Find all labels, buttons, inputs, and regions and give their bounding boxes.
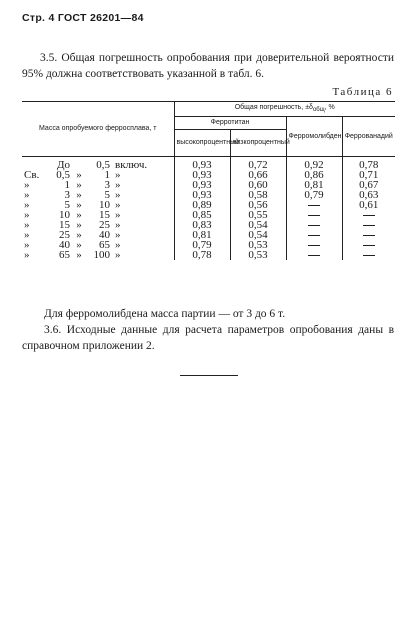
header-mass: Масса опробуемого ферросплава, т <box>22 102 174 157</box>
dash-mark <box>308 235 320 236</box>
mass-to: 100 <box>93 249 110 261</box>
mass-range-cell <box>22 170 174 180</box>
mass-to: 10 <box>99 199 110 211</box>
value-cell: 0,67 <box>342 180 395 190</box>
value-cell: 0,63 <box>342 190 395 200</box>
dash-mark <box>363 235 375 236</box>
mass-range-cell <box>22 190 174 200</box>
mass-suffix: » <box>115 249 121 261</box>
value-cell: 0,72 <box>230 157 286 171</box>
dash-mark <box>363 245 375 246</box>
mass-prefix: » <box>24 229 30 241</box>
value-cell: 0,83 <box>174 220 230 230</box>
mass-prefix: » <box>24 179 30 191</box>
value-cell <box>286 200 342 210</box>
table-row <box>22 157 395 171</box>
mass-from: До <box>56 159 70 171</box>
mass-range-cell <box>22 157 174 171</box>
value-cell: 0,79 <box>286 190 342 200</box>
mass-ditto: » <box>76 189 82 201</box>
mass-from: 1 <box>64 179 70 191</box>
mass-to: 40 <box>99 229 110 241</box>
value-cell: 0,78 <box>174 250 230 260</box>
mass-ditto: » <box>76 229 82 241</box>
paragraph-3-5: 3.5. Общая погрешность опробования при доверительной вероятности 95% должна соответствовать указанной в табл. 6. <box>22 52 394 80</box>
mass-suffix: » <box>115 219 121 231</box>
mass-from: 0,5 <box>56 169 70 181</box>
mass-ditto: » <box>76 209 82 221</box>
dash-mark <box>363 225 375 226</box>
mass-suffix: » <box>115 169 121 181</box>
value-cell: 0,54 <box>230 220 286 230</box>
header-ferrotitan: Ферротитан <box>174 117 286 130</box>
value-cell: 0,61 <box>342 200 395 210</box>
end-rule <box>180 375 238 376</box>
value-cell <box>342 220 395 230</box>
mass-ditto: » <box>76 219 82 231</box>
mass-suffix: » <box>115 189 121 201</box>
page-header: Стр. 4 ГОСТ 26201—84 <box>22 12 144 24</box>
value-cell: 0,54 <box>230 230 286 240</box>
dash-mark <box>308 215 320 216</box>
mass-suffix: » <box>115 209 121 221</box>
mass-ditto: » <box>76 179 82 191</box>
mass-to: 65 <box>99 239 110 251</box>
mass-range-cell <box>22 230 174 240</box>
mass-ditto: » <box>76 199 82 211</box>
header-ferromolybdenum: Ферромолибден <box>286 117 342 157</box>
value-cell: 0,93 <box>174 157 230 171</box>
error-table <box>22 101 395 260</box>
table-row <box>22 250 395 260</box>
dash-mark <box>308 245 320 246</box>
value-cell <box>286 210 342 220</box>
mass-to: 25 <box>99 219 110 231</box>
value-cell: 0,85 <box>174 210 230 220</box>
mass-prefix: » <box>24 219 30 231</box>
header-total-error: Общая погрешность, ±δобщ, % <box>174 102 395 117</box>
mass-ditto: » <box>76 169 82 181</box>
mass-range-cell <box>22 200 174 210</box>
mass-prefix: Св. <box>24 169 40 181</box>
mass-from: 5 <box>64 199 70 211</box>
value-cell <box>342 210 395 220</box>
mass-prefix: » <box>24 199 30 211</box>
dash-mark <box>308 225 320 226</box>
mass-prefix: » <box>24 189 30 201</box>
mass-suffix: » <box>115 199 121 211</box>
value-cell: 0,56 <box>230 200 286 210</box>
mass-from: 25 <box>59 229 70 241</box>
value-cell <box>342 240 395 250</box>
mass-range-cell <box>22 180 174 190</box>
value-cell: 0,93 <box>174 190 230 200</box>
mass-suffix: включ. <box>115 159 148 171</box>
value-cell: 0,93 <box>174 180 230 190</box>
mass-range-cell <box>22 250 174 260</box>
value-cell <box>286 240 342 250</box>
mass-from: 10 <box>59 209 70 221</box>
value-cell: 0,86 <box>286 170 342 180</box>
value-cell: 0,66 <box>230 170 286 180</box>
value-cell <box>342 250 395 260</box>
value-cell: 0,55 <box>230 210 286 220</box>
mass-range-cell <box>22 220 174 230</box>
value-cell: 0,81 <box>286 180 342 190</box>
paragraph-ferromolybdenum-note: Для ферромолибдена масса партии — от 3 до 6 т. <box>44 308 286 320</box>
value-cell <box>286 250 342 260</box>
header-ferrovanadium: Феррованадий <box>342 117 395 157</box>
mass-from: 40 <box>59 239 70 251</box>
dash-mark <box>308 255 320 256</box>
dash-mark <box>308 205 320 206</box>
value-cell: 0,60 <box>230 180 286 190</box>
mass-to: 15 <box>99 209 110 221</box>
mass-range-cell <box>22 210 174 220</box>
value-cell <box>286 220 342 230</box>
mass-suffix: » <box>115 179 121 191</box>
mass-from: 15 <box>59 219 70 231</box>
value-cell: 0,78 <box>342 157 395 171</box>
dash-mark <box>363 215 375 216</box>
mass-to: 3 <box>104 179 110 191</box>
value-cell: 0,58 <box>230 190 286 200</box>
value-cell <box>286 230 342 240</box>
value-cell: 0,92 <box>286 157 342 171</box>
mass-prefix: » <box>24 249 30 261</box>
mass-prefix: » <box>24 239 30 251</box>
value-cell: 0,93 <box>174 170 230 180</box>
value-cell: 0,89 <box>174 200 230 210</box>
value-cell <box>342 230 395 240</box>
mass-from: 3 <box>64 189 70 201</box>
value-cell: 0,79 <box>174 240 230 250</box>
mass-from: 65 <box>59 249 70 261</box>
value-cell: 0,71 <box>342 170 395 180</box>
mass-to: 1 <box>104 169 110 181</box>
mass-to: 5 <box>104 189 110 201</box>
paragraph-3-6: 3.6. Исходные данные для расчета параметров опробования даны в справочном приложении 2. <box>22 324 394 352</box>
mass-suffix: » <box>115 239 121 251</box>
mass-to: 0,5 <box>96 159 110 171</box>
mass-prefix: » <box>24 209 30 221</box>
value-cell: 0,53 <box>230 240 286 250</box>
mass-ditto: » <box>76 249 82 261</box>
dash-mark <box>363 255 375 256</box>
value-cell: 0,81 <box>174 230 230 240</box>
mass-ditto: » <box>76 239 82 251</box>
header-high-percent: высокопроцентный <box>174 130 230 157</box>
table-label: Таблица 6 <box>332 86 393 98</box>
header-low-percent: низкопроцентный <box>230 130 286 157</box>
mass-suffix: » <box>115 229 121 241</box>
value-cell: 0,53 <box>230 250 286 260</box>
